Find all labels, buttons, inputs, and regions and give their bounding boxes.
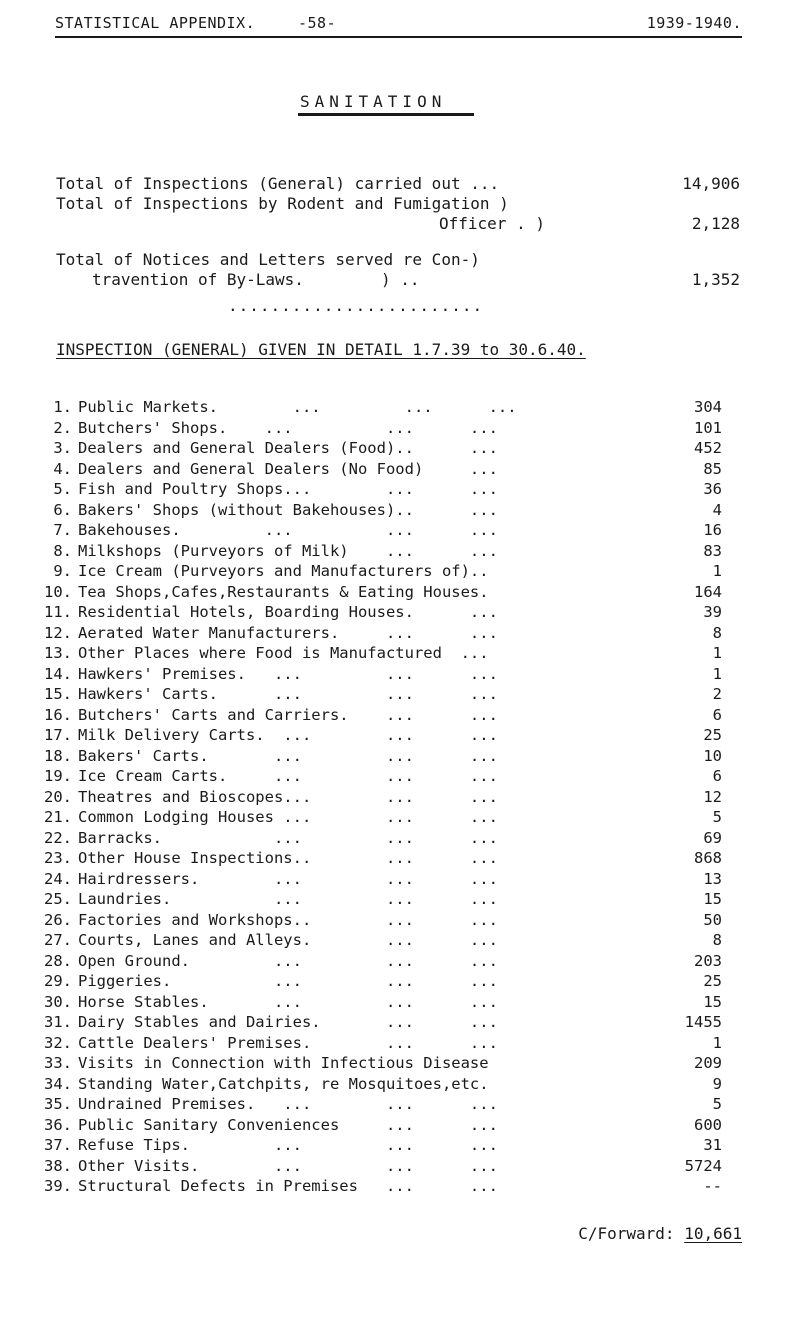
list-item [0,1095,800,1116]
list-item [0,808,800,829]
item-count: 1 [712,562,722,580]
item-number: 22. [44,828,72,847]
item-label: Tea Shops,Cafes,Restaurants & Eating Houses. [78,582,489,601]
list-item [0,398,800,419]
item-number: 5. [53,480,72,498]
item-number: 14. [44,664,72,683]
header-year-range: 1939-1940. [646,14,742,32]
carried-forward [578,1224,742,1243]
item-number: 15. [44,685,72,703]
summary-line-2-value: 2,128 [691,214,740,233]
item-count: 1 [712,1033,722,1052]
item-number: 38. [44,1156,72,1175]
item-number: 27. [44,931,72,949]
list-item [0,726,800,747]
item-number: 2. [53,418,72,437]
carried-forward-label: C/Forward: [578,1224,685,1243]
item-count: 101 [694,418,722,437]
list-item [0,952,800,973]
list-item [0,665,800,686]
list-item [0,624,800,645]
inspection-list [0,398,800,1198]
list-item [0,849,800,870]
list-item [0,870,800,891]
item-count: 6 [712,767,722,785]
item-number: 7. [53,521,72,539]
item-count: 164 [694,582,722,601]
item-count: 209 [694,1054,722,1072]
item-label: Courts, Lanes and Alleys. ... ... [78,931,498,949]
item-count: 1 [712,644,722,662]
item-count: 25 [703,726,722,744]
item-count: 9 [712,1074,722,1093]
item-label: Laundries. ... ... ... [78,890,498,908]
item-label: Public Sanitary Conveniences ... ... [78,1115,498,1134]
item-number: 21. [44,808,72,826]
item-number: 29. [44,972,72,990]
carried-forward-total: 10,661 [684,1224,742,1243]
item-count: 5724 [684,1156,722,1175]
summary-line-2-text: Total of Inspections by Rodent and Fumigation ) [56,194,509,213]
list-item [0,1054,800,1075]
item-label: Common Lodging Houses ... ... ... [78,808,498,826]
list-item [0,1157,800,1178]
item-label: Other Visits. ... ... ... [78,1156,498,1175]
summary-line-1-text: Total of Inspections (General) carried out ... [56,174,500,193]
item-label: Cattle Dealers' Premises. ... ... [78,1033,498,1052]
summary-line-1-value: 14,906 [682,174,740,193]
item-number: 3. [53,439,72,457]
item-number: 33. [44,1054,72,1072]
item-number: 6. [53,500,72,519]
item-label: Butchers' Shops. ... ... ... [78,418,498,437]
item-count: 69 [703,828,722,847]
list-item [0,1034,800,1055]
item-label: Piggeries. ... ... ... [78,972,498,990]
list-item [0,583,800,604]
item-number: 31. [44,1013,72,1031]
item-count: 8 [712,623,722,642]
item-count: 2 [712,685,722,703]
item-number: 25. [44,890,72,908]
item-label: Horse Stables. ... ... ... [78,992,498,1011]
page-number: -58- [298,14,337,32]
item-number: 4. [53,459,72,478]
item-label: Barracks. ... ... ... [78,828,498,847]
list-item [0,1136,800,1157]
item-count: 8 [712,931,722,949]
section-subtitle: INSPECTION (GENERAL) GIVEN IN DETAIL 1.7.39 to 30.6.40. [56,340,586,359]
page-header [55,12,742,38]
list-item [0,890,800,911]
item-count: 15 [703,890,722,908]
item-count: 10 [703,746,722,765]
list-item [0,1177,800,1198]
summary-line-3-text: Total of Notices and Letters served re Con-) [56,250,480,269]
item-count: 13 [703,869,722,888]
item-count: 6 [712,705,722,724]
item-number: 34. [44,1074,72,1093]
dotted-separator: ........................ [228,296,484,315]
list-item [0,562,800,583]
item-label: Residential Hotels, Boarding Houses. ... [78,603,498,621]
list-item [0,603,800,624]
list-item [0,439,800,460]
item-label: Hairdressers. ... ... ... [78,869,498,888]
header-section-title: STATISTICAL APPENDIX. [55,14,256,32]
item-number: 13. [44,644,72,662]
list-item [0,460,800,481]
item-count: 868 [694,849,722,867]
item-count: 31 [703,1136,722,1154]
item-number: 39. [44,1177,72,1195]
summary-line-3-continuation: travention of By-Laws. ) .. [92,270,420,289]
list-item [0,788,800,809]
item-count: 16 [703,521,722,539]
item-number: 11. [44,603,72,621]
item-count: 1 [712,664,722,683]
item-number: 16. [44,705,72,724]
item-label: Visits in Connection with Infectious Disease [78,1054,489,1072]
item-count: -- [703,1177,722,1195]
item-count: 85 [703,459,722,478]
item-count: 15 [703,992,722,1011]
item-number: 10. [44,582,72,601]
item-label: Butchers' Carts and Carriers. ... ... [78,705,498,724]
item-label: Bakehouses. ... ... ... [78,521,498,539]
item-label: Refuse Tips. ... ... ... [78,1136,498,1154]
item-count: 600 [694,1115,722,1134]
item-number: 35. [44,1095,72,1113]
item-label: Other Places where Food is Manufactured ... [78,644,489,662]
list-item [0,931,800,952]
list-item [0,972,800,993]
item-number: 36. [44,1115,72,1134]
item-number: 37. [44,1136,72,1154]
item-label: Dealers and General Dealers (Food).. ... [78,439,498,457]
list-item [0,911,800,932]
list-item [0,419,800,440]
item-number: 30. [44,992,72,1011]
list-item [0,521,800,542]
item-label: Public Markets. ... ... ... [78,398,517,416]
list-item [0,542,800,563]
item-number: 17. [44,726,72,744]
item-label: Bakers' Carts. ... ... ... [78,746,498,765]
item-label: Open Ground. ... ... ... [78,951,498,970]
item-label: Dairy Stables and Dairies. ... ... [78,1013,498,1031]
item-label: Factories and Workshops.. ... ... [78,910,498,929]
item-label: Aerated Water Manufacturers. ... ... [78,623,498,642]
list-item [0,501,800,522]
item-count: 36 [703,480,722,498]
item-label: Standing Water,Catchpits, re Mosquitoes,etc. [78,1074,489,1093]
list-item [0,644,800,665]
document-title: SANITATION [300,92,447,111]
item-label: Bakers' Shops (without Bakehouses).. ... [78,500,498,519]
list-item [0,480,800,501]
item-label: Structural Defects in Premises ... ... [78,1177,498,1195]
list-item [0,706,800,727]
item-count: 83 [703,541,722,560]
list-item [0,1013,800,1034]
item-label: Theatres and Bioscopes... ... ... [78,787,498,806]
list-item [0,767,800,788]
title-underline [298,113,474,116]
item-label: Fish and Poultry Shops... ... ... [78,480,498,498]
list-item [0,1116,800,1137]
item-number: 9. [53,562,72,580]
item-number: 24. [44,869,72,888]
item-label: Hawkers' Premises. ... ... ... [78,664,498,683]
item-number: 20. [44,787,72,806]
list-item [0,1075,800,1096]
item-count: 452 [694,439,722,457]
item-label: Dealers and General Dealers (No Food) ... [78,459,498,478]
item-count: 4 [712,500,722,519]
item-label: Ice Cream Carts. ... ... ... [78,767,498,785]
item-label: Undrained Premises. ... ... ... [78,1095,498,1113]
item-number: 8. [53,541,72,560]
item-number: 28. [44,951,72,970]
item-number: 12. [44,623,72,642]
item-count: 5 [712,808,722,826]
list-item [0,829,800,850]
item-number: 32. [44,1033,72,1052]
item-label: Milk Delivery Carts. ... ... ... [78,726,498,744]
item-count: 50 [703,910,722,929]
item-count: 39 [703,603,722,621]
item-number: 26. [44,910,72,929]
item-label: Ice Cream (Purveyors and Manufacturers of).. [78,562,489,580]
item-label: Hawkers' Carts. ... ... ... [78,685,498,703]
item-label: Other House Inspections.. ... ... [78,849,498,867]
list-item [0,993,800,1014]
item-label: Milkshops (Purveyors of Milk) ... ... [78,541,498,560]
summary-line-2-continuation: Officer . ) [439,214,545,233]
summary-line-3-value: 1,352 [691,270,740,289]
item-number: 18. [44,746,72,765]
item-count: 5 [712,1095,722,1113]
item-count: 304 [694,398,722,416]
item-count: 25 [703,972,722,990]
item-count: 203 [694,951,722,970]
item-count: 1455 [684,1013,722,1031]
item-number: 19. [44,767,72,785]
list-item [0,685,800,706]
item-number: 23. [44,849,72,867]
item-count: 12 [703,787,722,806]
list-item [0,747,800,768]
item-number: 1. [53,398,72,416]
